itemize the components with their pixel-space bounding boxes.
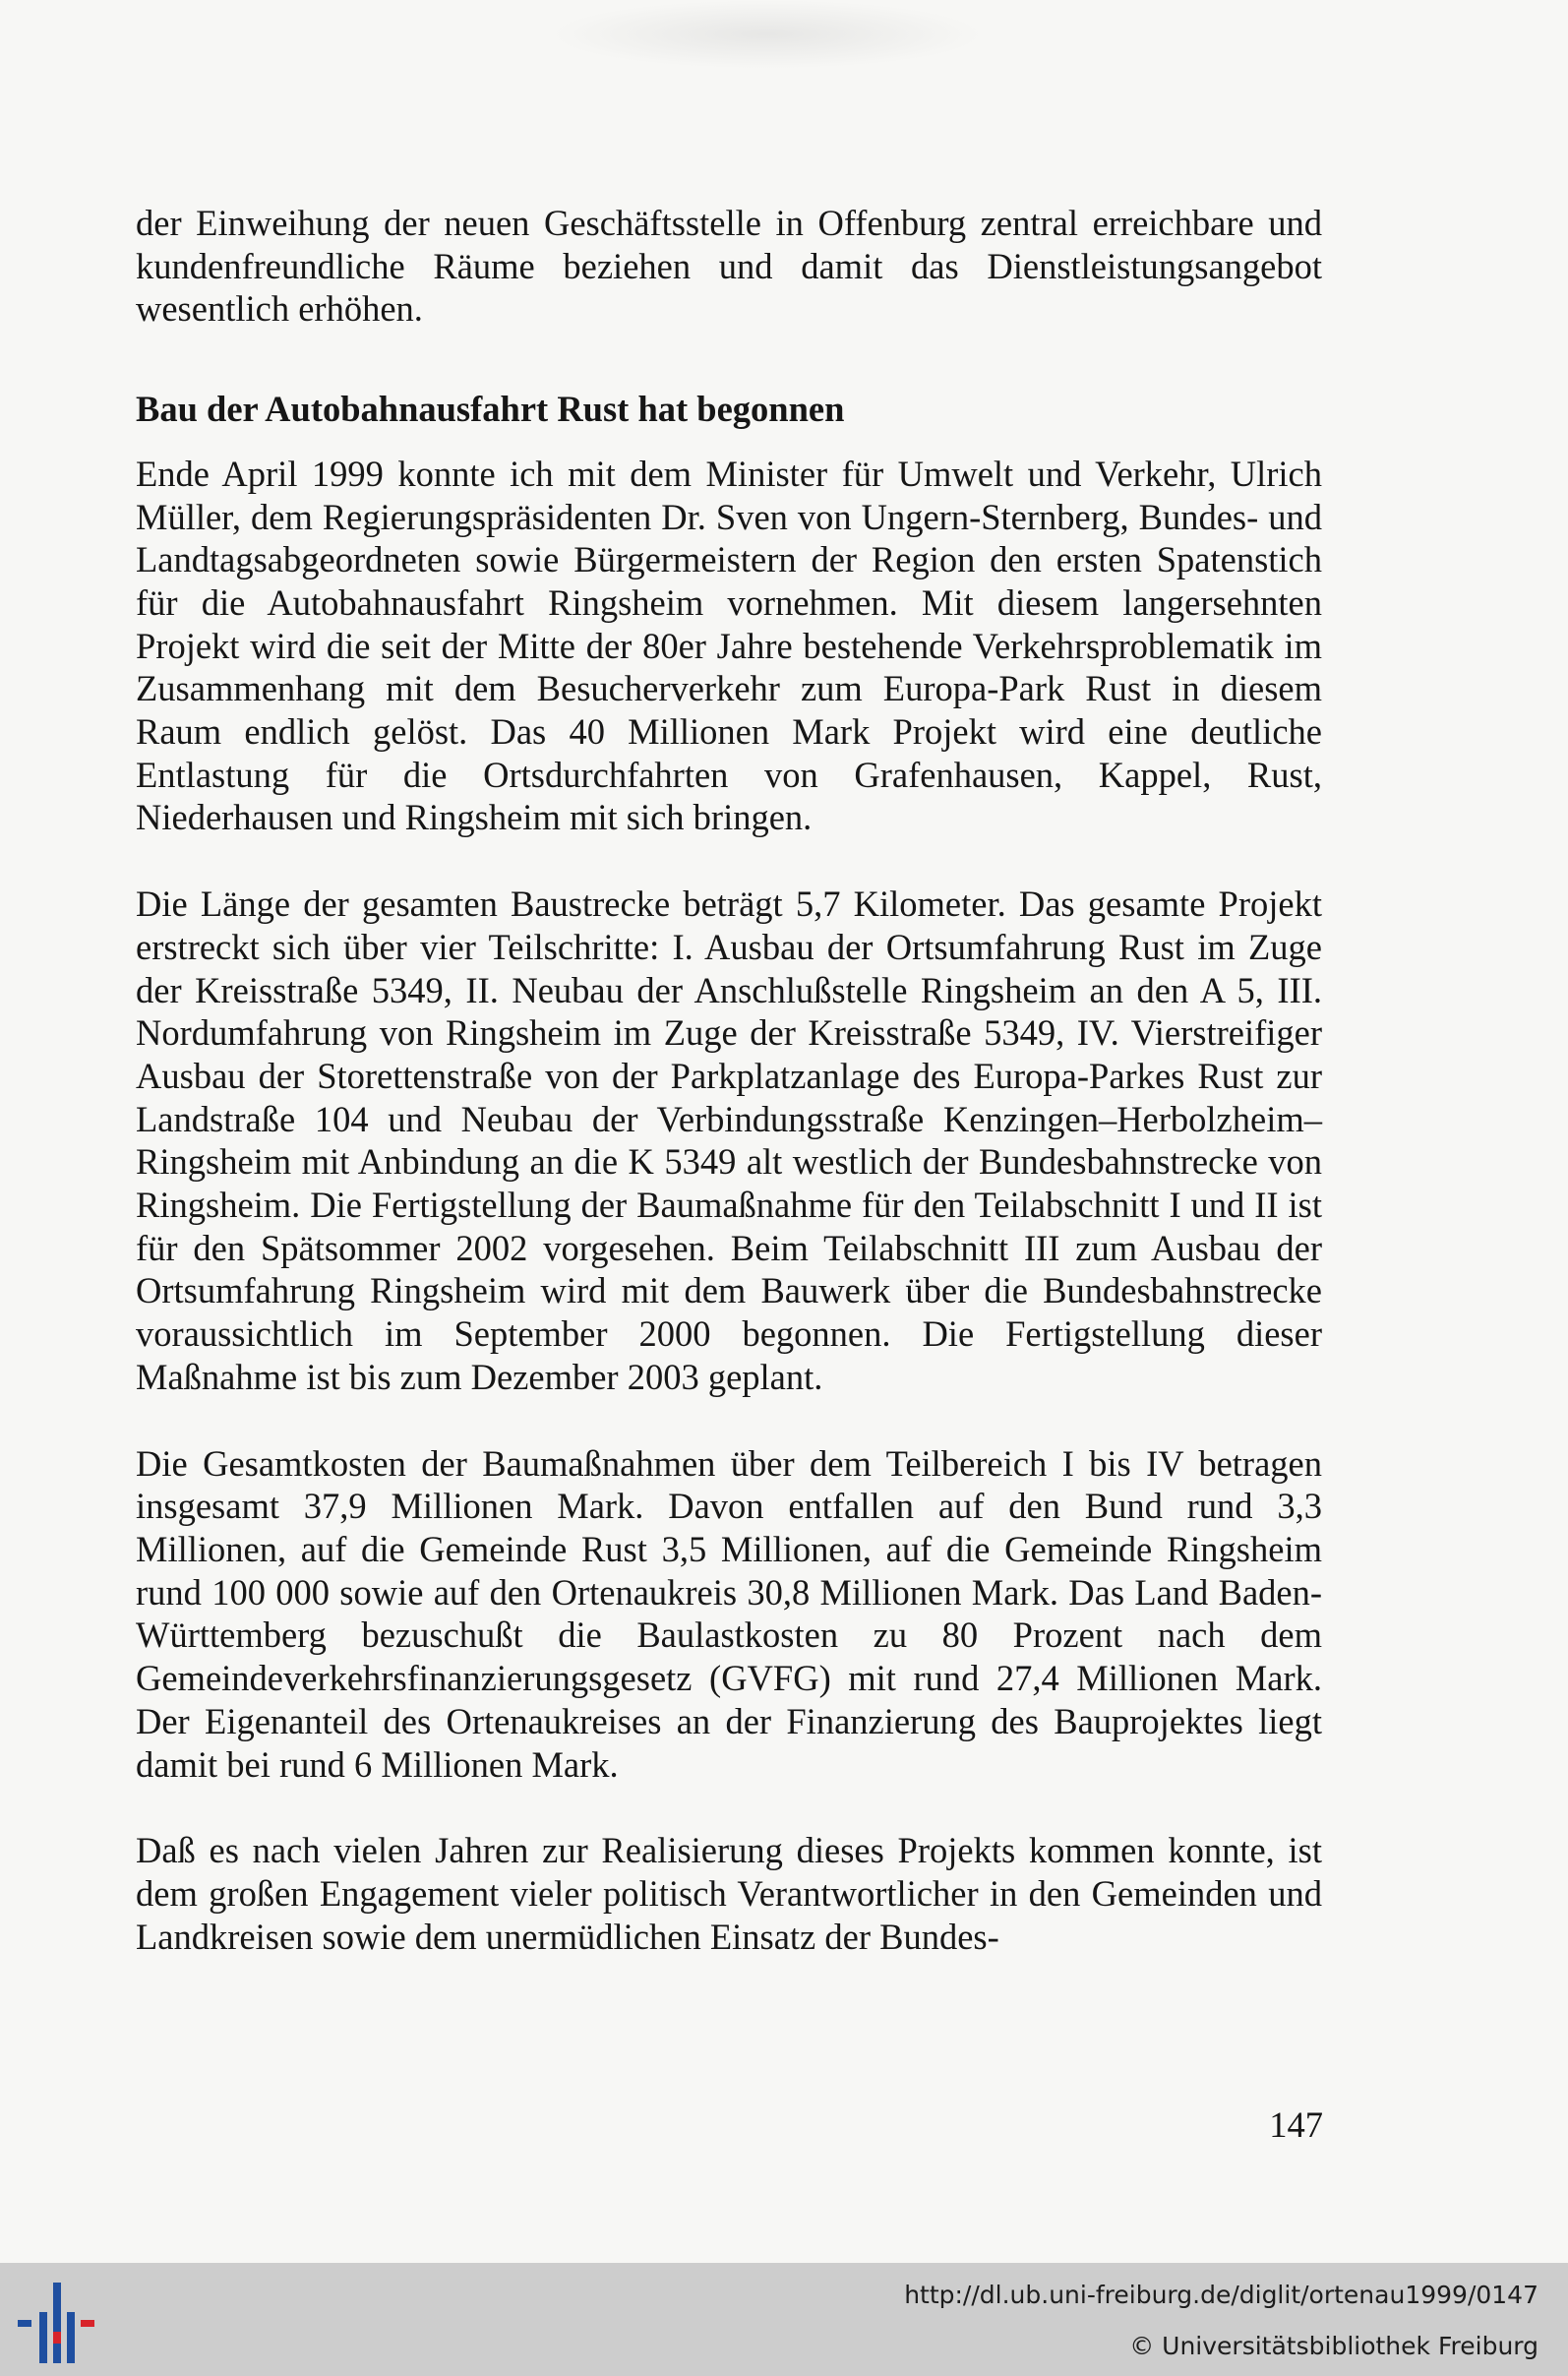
- paragraph-realisierung: Daß es nach vielen Jahren zur Realisierung dieses Projekts kommen konnte, ist dem großen Engagement vieler politisch Verantwortlicher in den Gemeinden und Landkreisen sowie dem unermüdlichen Einsatz der Bundes-: [136, 1830, 1322, 1957]
- scan-artifact: [551, 0, 984, 69]
- page-number: 147: [1269, 2104, 1323, 2145]
- footer-bar: [0, 2263, 1568, 2376]
- page-content: [136, 202, 1322, 1958]
- copyright-notice: © Universitätsbibliothek Freiburg: [1129, 2332, 1538, 2360]
- paragraph-gesamtkosten: Die Gesamtkosten der Baumaßnahmen über dem Teilbereich I bis IV betragen insgesamt 37,9 Millionen Mark. Davon entfallen auf den Bund rund 3,3 Millionen, auf die Gemeinde Rust 3,5 Millionen, auf die Gemeinde Ringsheim rund 100 000 sowie auf den Ortenaukreis 30,8 Millionen Mark. Das Land Baden-Württemberg bezuschußt die Baulastkosten zu 80 Prozent nach dem Gemeindeverkehrsfinanzierungsgesetz (GVFG) mit rund 27,4 Millionen Mark. Der Eigenanteil des Ortenaukreises an der Finanzierung des Bauprojektes liegt damit bei rund 6 Millionen Mark.: [136, 1442, 1322, 1785]
- paragraph-baustrecke: Die Länge der gesamten Baustrecke beträgt 5,7 Kilometer. Das gesamte Projekt erstreckt sich über vier Teilschritte: I. Ausbau der Ortsumfahrung Rust im Zuge der Kreisstraße 5349, II. Neubau der Anschlußstelle Ringsheim an den A 5, III. Nordumfahrung von Ringsheim im Zuge der Kreisstraße 5349, IV. Vierstreifiger Ausbau der Storettenstraße von der Parkplatzanlage des Europa-Parkes Rust zur Landstraße 104 und Neubau der Verbindungsstraße Kenzingen–Herbolzheim–Ringsheim mit Anbindung an die K 5349 alt westlich der Bundesbahnstrecke von Ringsheim. Die Fertigstellung der Baumaßnahme für den Teilabschnitt I und II ist für den Spätsommer 2002 vorgesehen. Beim Teilabschnitt III zum Ausbau der Ortsumfahrung Ringsheim wird mit dem Bauwerk über die Bundesbahnstrecke voraussichtlich im September 2000 begonnen. Die Fertigstellung dieser Maßnahme ist bis zum Dezember 2003 geplant.: [136, 883, 1322, 1397]
- ub-freiburg-logo-icon: [18, 2283, 98, 2363]
- section-heading: Bau der Autobahnausfahrt Rust hat begonnen: [136, 389, 845, 430]
- permalink-url[interactable]: http://dl.ub.uni-freiburg.de/diglit/ortenau1999/0147: [904, 2281, 1538, 2309]
- paragraph-intro: der Einweihung der neuen Geschäftsstelle in Offenburg zentral erreichbare und kundenfreundliche Räume beziehen und damit das Dienstleistungsangebot wesentlich erhöhen.: [136, 203, 1322, 330]
- paragraph-spatenstich: Ende April 1999 konnte ich mit dem Minister für Umwelt und Verkehr, Ulrich Müller, dem Regierungspräsidenten Dr. Sven von Ungern-Sternberg, Bundes- und Landtagsabgeordneten sowie Bürgermeistern der Region den ersten Spatenstich für die Autobahnausfahrt Ringsheim vornehmen. Mit diesem langersehnten Projekt wird die seit der Mitte der 80er Jahre bestehende Verkehrsproblematik im Zusammenhang mit dem Besucherverkehr zum Europa-Park Rust in diesem Raum endlich gelöst. Das 40 Millionen Mark Projekt wird eine deutliche Entlastung für die Ortsdurchfahrten von Grafenhausen, Kappel, Rust, Niederhausen und Ringsheim mit sich bringen.: [136, 453, 1322, 838]
